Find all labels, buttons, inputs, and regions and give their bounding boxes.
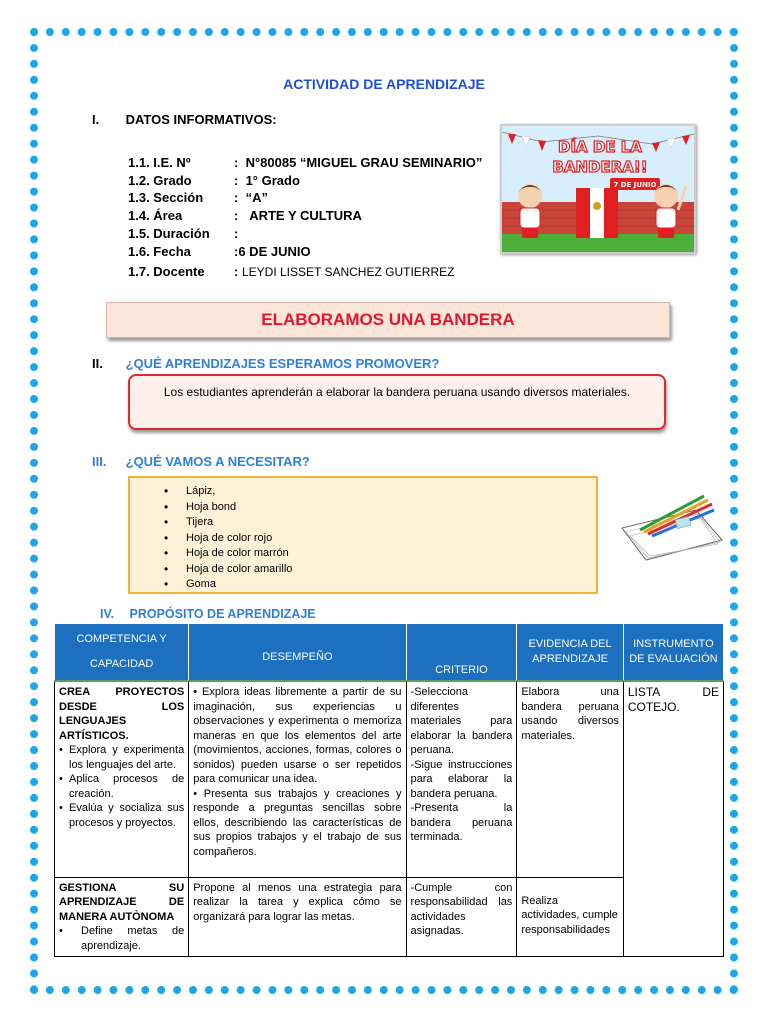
- table-header-row: [55, 624, 724, 682]
- info-row-ie: [128, 155, 482, 170]
- header-desempeno: DESEMPEÑO: [189, 624, 406, 682]
- cell-criterio: -Cumple con responsabilidad las actividades asignadas.: [406, 877, 517, 957]
- banner-date: 7 DE JUNIO: [613, 181, 657, 189]
- capacidad-item: • Evalúa y socializa sus procesos y proyectos.: [59, 801, 184, 830]
- section-aprendizajes: [92, 356, 439, 371]
- info-row-area: [128, 208, 362, 223]
- learning-purpose-table: [54, 623, 724, 957]
- section-datos-informativos: [92, 112, 277, 127]
- criterio-item: -Presenta la bandera peruana terminada.: [410, 802, 513, 843]
- section-proposito: [100, 607, 316, 621]
- info-sep: :: [234, 244, 239, 259]
- header-competencia-line1: COMPETENCIA Y: [76, 633, 167, 645]
- info-sep: :: [234, 208, 239, 223]
- section-label: DATOS INFORMATIVOS:: [125, 112, 277, 127]
- cell-desempeno: Propone al menos una estrategia para realizar la tarea y explica cómo se organizará para lograr las metas.: [189, 877, 406, 957]
- info-label: 1.7. Docente: [128, 264, 205, 279]
- info-row-grado: [128, 173, 300, 188]
- cell-criterio: [406, 681, 517, 877]
- material-item: • Tijera: [186, 515, 596, 531]
- page-title: ACTIVIDAD DE APRENDIZAJE: [283, 76, 485, 92]
- cell-competencia: [55, 681, 189, 877]
- material-item: • Hoja de color marrón: [186, 546, 596, 562]
- info-row-docente: [128, 264, 454, 279]
- desempeno-item: • Presenta sus trabajos y creaciones y responde a preguntas sencillas sobre ellos, describiendo las características de sus propios trabajos y el trabajo de sus compañeros.: [193, 787, 402, 858]
- material-item: • Hoja de color amarillo: [186, 562, 596, 578]
- criterio-item: -Sigue instrucciones para elaborar la bandera peruana.: [410, 758, 513, 800]
- banner-line1: DÍA DE LA: [558, 138, 642, 156]
- info-label: 1.6. Fecha: [128, 244, 191, 259]
- cell-desempeno: [189, 681, 406, 877]
- materials-list: [128, 476, 598, 594]
- info-sep: :: [234, 155, 239, 170]
- capacidad-item: • Define metas de aprendizaje.: [59, 924, 184, 953]
- section-number: III.: [92, 454, 107, 469]
- table-row: [55, 877, 724, 957]
- capacidad-item: • Explora y experimenta los lenguajes del arte.: [59, 743, 184, 772]
- material-item: • Hoja de color rojo: [186, 531, 596, 547]
- desempeno-item: • Explora ideas libremente a partir de su imaginación, sus experiencias u observaciones y experimenta o memoriza maneras en que los elementos del arte (movimientos, acciones, formas, colores o sonidos) pueden usarse o ser repetidos para comunicar una idea.: [193, 686, 402, 785]
- material-item: • Lápiz,: [186, 484, 596, 500]
- section-number: I.: [92, 112, 100, 127]
- info-sep: :: [234, 226, 239, 241]
- info-label: 1.2. Grado: [128, 173, 192, 188]
- info-value: LEYDI LISSET SANCHEZ GUTIERREZ: [241, 265, 455, 279]
- flag-day-illustration: [502, 126, 694, 252]
- pencils-paper-icon: [618, 488, 726, 564]
- header-instrumento: INSTRUMENTO DE EVALUACIÓN: [623, 624, 723, 682]
- cell-competencia: [55, 877, 189, 957]
- section-label: PROPÓSITO DE APRENDIZAJE: [129, 607, 316, 621]
- info-value: 1° Grado: [245, 173, 300, 188]
- info-sep: :: [234, 190, 239, 205]
- cell-evidencia: Realiza actividades, cumple responsabilidades: [517, 877, 624, 957]
- criterio-item: -Selecciona diferentes materiales para elaborar la bandera peruana.: [410, 686, 513, 756]
- header-competencia: [55, 624, 189, 682]
- activity-subject: ELABORAMOS UNA BANDERA: [106, 302, 670, 338]
- info-row-duracion: [128, 226, 246, 241]
- section-number: IV.: [100, 607, 115, 621]
- banner-line2: BANDERA!!: [552, 158, 648, 176]
- info-sep: :: [234, 264, 239, 279]
- section-label: ¿QUÉ VAMOS A NECESITAR?: [125, 454, 310, 469]
- info-row-seccion: [128, 190, 268, 205]
- info-value: “A”: [245, 190, 268, 205]
- info-value: 6 DE JUNIO: [238, 244, 311, 259]
- cell-instrumento: LISTA DE COTEJO.: [623, 681, 723, 957]
- section-number: II.: [92, 356, 103, 371]
- competencia-title: GESTIONA SU APRENDIZAJE DE MANERA AUTÒNOMA: [59, 881, 185, 923]
- info-label: 1.5. Duración: [128, 226, 210, 241]
- info-label: 1.3. Sección: [128, 190, 204, 205]
- info-sep: :: [234, 173, 239, 188]
- header-competencia-line2: CAPACIDAD: [89, 658, 154, 670]
- header-criterio: CRITERIO: [406, 624, 517, 682]
- table-row: [55, 681, 724, 877]
- learning-goal: Los estudiantes aprenderán a elaborar la bandera peruana usando diversos materiales.: [128, 374, 666, 430]
- material-item: • Hoja bond: [186, 500, 596, 516]
- info-value: ARTE Y CULTURA: [249, 208, 362, 223]
- cell-evidencia: Elabora una bandera peruana usando diversos materiales.: [517, 681, 624, 877]
- section-materiales: [92, 454, 310, 469]
- material-item: • Goma: [186, 577, 596, 593]
- dia-de-la-bandera-image: [500, 124, 696, 254]
- info-label: 1.1. I.E. Nº: [128, 155, 191, 170]
- info-value: N°80085 “MIGUEL GRAU SEMINARIO”: [245, 155, 483, 170]
- info-row-fecha: [128, 244, 311, 259]
- capacidad-item: • Aplica procesos de creación.: [59, 772, 184, 801]
- header-evidencia: EVIDENCIA DEL APRENDIZAJE: [517, 624, 624, 682]
- section-label: ¿QUÉ APRENDIZAJES ESPERAMOS PROMOVER?: [125, 356, 440, 371]
- info-label: 1.4. Área: [128, 208, 183, 223]
- competencia-title: CREA PROYECTOS DESDE LOS LENGUAJES ARTÍSTICOS.: [59, 686, 185, 742]
